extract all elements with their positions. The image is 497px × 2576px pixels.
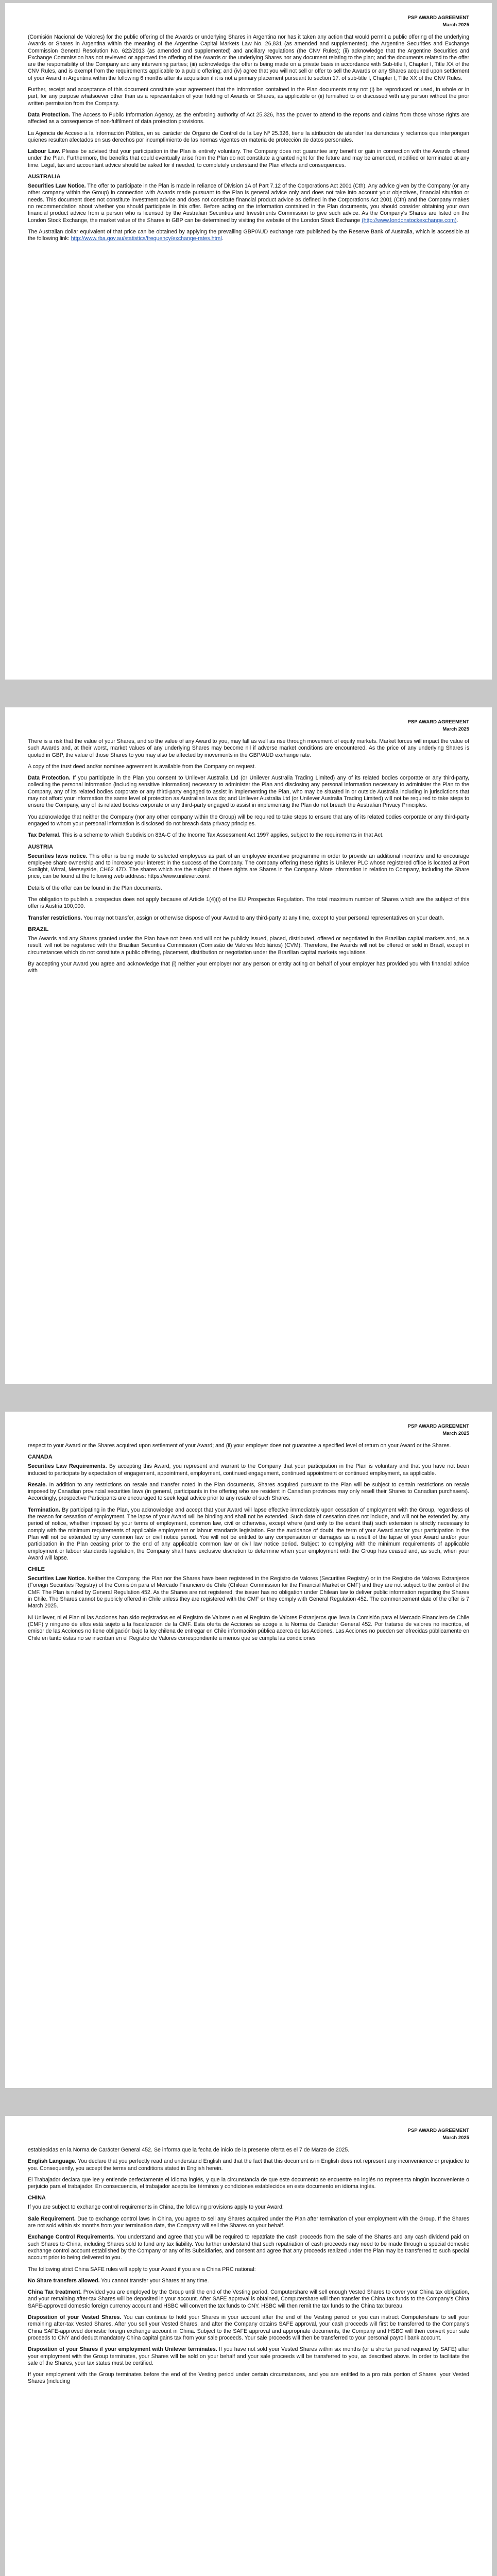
paragraph-text: You may not transfer, assign or otherwise dispose of your Award to any third-party at any time, except to your personal representatives on your death. xyxy=(82,914,444,921)
page-4 xyxy=(5,2116,492,2576)
paragraph xyxy=(28,87,469,107)
page-header xyxy=(28,1423,469,1437)
paragraph xyxy=(28,885,469,892)
paragraph xyxy=(28,2314,469,2342)
paragraph-text: Due to exchange control laws in China, you agree to sell any Shares acquired under the Plan after termination of your employment with the Group. If the Shares are not sold within six months from your termination date, the Company will sell the Shares on your behalf. xyxy=(28,2215,470,2229)
external-link[interactable]: http://www.rba.gov.au/statistics/frequency/exchange-rates.html xyxy=(71,235,222,242)
paragraph-lead: Data Protection. xyxy=(28,111,71,118)
paragraph-text: The following strict China SAFE rules will apply to your Award if you are a China PRC national: xyxy=(28,2266,256,2273)
page-2 xyxy=(5,707,492,1384)
header-date: March 2025 xyxy=(442,2135,469,2141)
paragraph-text: Neither the Company, the Plan nor the Shares have been registered in the Registro de Valores (Securities Registry) or in the Registro de Valores Extranjeros (Foreign Securities Registry) of the Comisión para el Mercado Financiero de Chile (Chilean Commission for the Financial Market or CMF) and they are not subject to the control of the CMF. The Plan is ruled by General Regulation 452. As the Shares are not registered, the issuer has no obligation under Chilean law to deliver public information regarding the Shares in Chile. The Shares cannot be publicly offered in Chile unless they are registered with the CMF or they comply with General Regulation 452. The commencement date of the offer is 7 March 2025. xyxy=(28,1575,469,1609)
paragraph-text: If you are subject to exchange control requirements in China, the following provisions apply to your Award: xyxy=(28,2204,284,2211)
paragraph xyxy=(28,764,469,770)
paragraph-lead: Termination. xyxy=(28,1506,60,1513)
paragraph-text: establecidas en la Norma de Carácter General 452. Se informa que la fecha de inicio de la presente oferta es el 7 de Marzo de 2025. xyxy=(28,2147,350,2153)
paragraph-text: The obligation to publish a prospectus does not apply because of Article 1(4)(i) of the EU Prospectus Regulation. The total maximum number of Shares which are the subject of this offer is Austria 100,000. xyxy=(28,896,469,910)
paragraph xyxy=(28,832,469,839)
paragraph-lead: English Language. xyxy=(28,2158,77,2165)
paragraph-text: In addition to any restrictions on resale and transfer noted in the Plan documents, Shares acquired pursuant to the Plan will be subject to certain restrictions on resale imposed by Canadian provincial securities laws (in general, participants in the offering who are resident in Canadian provinces may only resell their Shares to Canadian purchasers). Accordingly, prospective Participants are encouraged to seek legal advice prior to any resale of such Shares. xyxy=(28,1481,469,1502)
paragraph xyxy=(28,148,469,169)
section-heading: CANADA xyxy=(28,1454,53,1461)
paragraph-text: Further, receipt and acceptance of this document constitute your agreement that the information contained in the Plan documents may not (i) be reproduced or used, in whole or in part, for any purpose whatsoever other than as a representation of your holding of Awards or Shares, as applicable or (ii) furnished to or discussed with any person without the prior written permission from the Company. xyxy=(28,87,469,107)
section-heading: BRAZIL xyxy=(28,926,49,933)
paragraph xyxy=(28,130,469,144)
paragraph-lead: No Share transfers allowed. xyxy=(28,2277,100,2284)
paragraph-text: The Access to Public Information Agency, as the enforcing authority of Act 25.326, has the power to attend to the reports and claims from those whose rights are affected as a consequence of non-fulfilment of data protection provisions. xyxy=(28,111,469,125)
paragraph xyxy=(28,1443,469,1449)
paragraph-text: There is a risk that the value of your Shares, and so the value of any Award to you, may fall as well as rise through movement of equity markets. Market forces will impact the value of such Awards and, at their worst, market values of any underlying Shares may become nil if adverse market conditions are encountered. As the price of any underlying Shares is quoted in GBP, the value of those Shares to you may also be affected by movements in the GBP/AUD exchange rate. xyxy=(28,738,469,758)
paragraph xyxy=(28,1482,469,1502)
paragraph-text: If you have not sold your Vested Shares within six months (or a shorter period required by SAFE) after your employment with the Group terminates, your Shares will be sold on your behalf and your sale proceeds will be transferred to you, as described above. In order to facilitate the sale of the Shares, your tax status must be certified. xyxy=(28,2346,470,2366)
paragraph-text: Provided you are employed by the Group until the end of the Vesting period, Computershare will sell enough Vested Shares to cover your China tax obligation, and your remaining after-tax Shares will be deposited in your account. After SAFE approval is obtained, Computershare will then transfer the China tax funds to the Company's China SAFE-approved domestic foreign currency account and HSBC will convert the tax funds to CNY. HSBC will then remit the tax funds to the China tax bureau. xyxy=(28,2289,470,2309)
paragraph xyxy=(28,1463,469,1477)
paragraph-text: La Agencia de Acceso a la Información Pública, en su carácter de Órgano de Control de la Ley Nº 25.326, tiene la atribución de atender las denuncias y reclamos que interpongan quienes resulten afectados en sus derechos por incumplimiento de las normas vigentes en materia de protección de datos personales. xyxy=(28,130,469,143)
paragraph xyxy=(28,738,469,759)
paragraph xyxy=(28,775,469,809)
paragraph-lead: Resale. xyxy=(28,1481,47,1488)
section-heading: CHINA xyxy=(28,2195,46,2201)
paragraph-end: . xyxy=(456,217,458,224)
paragraph xyxy=(28,1575,469,1609)
paragraph-text: The Australian dollar equivalent of that price can be obtained by applying the prevailing GBP/AUD exchange rate published by the Reserve Bank of Australia, which is accessible at the following link: xyxy=(28,228,469,242)
paragraph-text: The offer to participate in the Plan is made in reliance of Division 1A of Part 7.12 of the Corporations Act 2001 (Cth). Any advice given by the Company (or any other company within the Group) in connection with Awards made pursuant to the Plan is general advice only and does not take into account your objectives, financial situation or needs. This document does not constitute investment advice and does not constitute financial product advice as defined in the Corporations Act 2001 (Cth) and the Company makes no recommendation about whether you should participate in this offer. Before acting on the information contained in the Plan documents, you should consider obtaining your own financial product advice from a person who is licensed by the Australian Securities and Investments Commission to give such advice. As the Company's Shares are listed on the London Stock Exchange, the market value of the Shares in GBP can be determined by visiting the website of the London Stock Exchange xyxy=(28,183,469,224)
paragraph-lead: Labour Law. xyxy=(28,148,60,155)
paragraph xyxy=(28,814,469,828)
external-link[interactable]: (http://www.londonstockexchange.com) xyxy=(362,217,457,224)
section-heading: AUSTRALIA xyxy=(28,174,61,180)
paragraph-text: You can continue to hold your Shares in your account after the end of the Vesting period or you can instruct Computershare to sell your remaining after-tax Vested Shares. After you sell your Vested Shares, and after the Company obtains SAFE approval, your cash proceeds will first be transferred to the Company's China SAFE-approved domestic foreign exchange account in China. Subject to the SAFE approval and appropriate documents, the Company and HSBC will then convert your sale proceeds to CNY and deduct mandatory China capital gains tax from your sale proceeds. Your sale proceeds will then be transferred to your personal payroll bank account. xyxy=(28,2314,469,2341)
page-header xyxy=(28,14,469,29)
paragraph-text: By accepting your Award you agree and acknowledge that (i) neither your employer nor any person or entity acting on behalf of your employer has provided you with financial advice with xyxy=(28,960,469,974)
page-1 xyxy=(5,3,492,680)
header-date: March 2025 xyxy=(442,726,469,732)
paragraph-end: . xyxy=(221,235,224,242)
paragraph-text: Ni Unilever, ni el Plan ni las Acciones han sido registrados en el Registro de Valores o en el Registro de Valores Extranjeros que lleva la Comisión para el Mercado Financiero de Chile (CMF) y ninguno de ellos está sujeto a la fiscalización de la CMF. Esta oferta de Acciones se acoge a la Norma de Carácter General 452. Por tratarse de valores no inscritos, el emisor de las Acciones no tiene obligación bajo la ley chilena de entregar en Chile información pública acerca de las Acciones. Las Acciones no pueden ser ofrecidas públicamente en Chile en tanto éstas no se inscriban en el Registro de Valores correspondiente a menos que se cumpla las condiciones xyxy=(28,1614,469,1641)
paragraph-lead: Securities Law Notice. xyxy=(28,183,86,190)
paragraph-text: (Comisión Nacional de Valores) for the public offering of the Awards or underlying Shares in Argentina nor has it taken any action that would permit a public offering of the underlying Awards or Shares in Argentina within the meaning of the Argentine Capital Markets Law No. 26,831 (as amended and supplemented), the Argentine Securities and Exchange Commission General Resolution No. 622/2013 (as amended and supplemented) and ancillary regulations (the CNV Rules); (ii) acknowledge that the Argentine Securities and Exchange Commission has not reviewed or approved the offering of the Awards or the underlying Shares nor any document relating to the plan; and the documents related to the offer are the responsibility of the Company and any intervening parties; (iii) acknowledge the offer is being made on a private basis in accordance with Sub-title I, Chapter I, Title XX of the CNV Rules, and is exempt from the requirements applicable to a public offering; and (iv) agree that you will not sell or offer to sell the Awards or any Shares acquired upon settlement of your Award in Argentina within the following 6 months after its acquisition if it is not a primary placement pursuant to section 17. of sub-title I, Chapter I, Title XX of the CNV Rules. xyxy=(28,34,469,81)
paragraph-lead: China Tax treatment. xyxy=(28,2289,82,2296)
paragraph xyxy=(28,961,469,975)
paragraph-text: This is a scheme to which Subdivision 83A-C of the Income Tax Assessment Act 1997 applies, subject to the requirements in that Act. xyxy=(60,832,384,839)
paragraph-text: The Awards and any Shares granted under the Plan have not been and will not be publicly issued, placed, distributed, offered or negotiated in the Brazilian capital markets and, as a result, will not be registered with the Brazilian Securities Commission (Comissão de Valores Mobiliários) (CVM). Therefore, the Awards will not be offered or sold in Brazil, except in circumstances which do not constitute a public offering, placement, distribution or negotiation under the Brazilian capital markets regulations. xyxy=(28,935,469,956)
paragraph-lead: Securities laws notice. xyxy=(28,853,88,859)
paragraph-lead: Securities Law Requirements. xyxy=(28,1463,107,1470)
paragraph xyxy=(28,853,469,880)
paragraph xyxy=(28,2147,469,2154)
page-3 xyxy=(5,1412,492,2088)
paragraph-text: El Trabajador declara que lee y entiende perfectamente el idioma inglés, y que la circunstancia de que este documento se encuentre en inglés no representa ningún inconveniente o perjuicio para el trabajador. En consecuencia, el trabajador acepta los términos y condiciones establecidos en este documento en idioma inglés. xyxy=(28,2176,469,2190)
paragraph xyxy=(28,2289,469,2310)
paragraph xyxy=(28,936,469,956)
header-title: PSP AWARD AGREEMENT xyxy=(407,719,469,725)
paragraph xyxy=(28,896,469,910)
section-heading: CHILE xyxy=(28,1566,45,1573)
paragraph xyxy=(28,2278,469,2284)
paragraph-text: Details of the offer can be found in the Plan documents. xyxy=(28,885,162,891)
header-title: PSP AWARD AGREEMENT xyxy=(407,1423,469,1429)
paragraph-text: By accepting this Award, you represent and warrant to the Company that your participation in the Plan is voluntary and that you have not been induced to participate by expectation of engagement, appointment, employment, continued engagement, continued appointment or continued employment, as applicable. xyxy=(28,1463,469,1477)
paragraph-lead: Transfer restrictions. xyxy=(28,914,82,921)
paragraph xyxy=(28,2346,469,2367)
paragraph xyxy=(28,1507,469,1562)
header-date: March 2025 xyxy=(442,22,469,28)
paragraph xyxy=(28,2158,469,2172)
paragraph xyxy=(28,2234,469,2261)
paragraph xyxy=(28,2204,469,2211)
paragraph-text: A copy of the trust deed and/or nominee agreement is available from the Company on request. xyxy=(28,763,256,770)
paragraph-text: You cannot transfer your Shares at any time. xyxy=(99,2277,209,2284)
paragraph-lead: Data Protection. xyxy=(28,775,71,782)
paragraph-text: If you participate in the Plan you consent to Unilever Australia Ltd (or Unilever Australia Trading Limited) any of its related bodies corporate or any third-party, collecting the personal information (including sensitive information) necessary to administer the Plan and disclosing any personal information necessary to administer the Plan to the Company, any of its related bodies corporate or any third-party engaged to assist in implementing the Plan, who may be situated in or outside Australia including in jurisdictions that may not afford your information the same level of protection as Australian laws do; and Unilever Australia Ltd (or Unilever Australia Trading Limited) will not be required to take steps to ensure the Company, any of its related bodies corporate or any third-party engaged to assist in implementing the Plan do not breach the Australian Privacy Principles. xyxy=(28,775,470,809)
paragraph xyxy=(28,112,469,126)
paragraph xyxy=(28,2266,469,2273)
page-header xyxy=(28,2127,469,2142)
paragraph xyxy=(28,1615,469,1642)
header-date: March 2025 xyxy=(442,1431,469,1436)
page-header xyxy=(28,719,469,733)
paragraph-lead: Sale Requirement. xyxy=(28,2215,76,2222)
paragraph-lead: Tax Deferral. xyxy=(28,832,61,839)
paragraph-lead: Securities Law Notice. xyxy=(28,1575,86,1582)
paragraph-text: respect to your Award or the Shares acquired upon settlement of your Award; and (ii) your employer does not guarantee a specified level of return on your Award or the Shares. xyxy=(28,1443,451,1449)
paragraph xyxy=(28,2177,469,2191)
paragraph xyxy=(28,2216,469,2230)
paragraph-lead: Exchange Control Requirements. xyxy=(28,2234,115,2241)
paragraph xyxy=(28,229,469,243)
header-title: PSP AWARD AGREEMENT xyxy=(407,2128,469,2133)
paragraph-text: You understand and agree that you will be required to repatriate the cash proceeds from the sale of the Shares and any cash dividend paid on such Shares to China, including Shares sold to fund any tax liability. You further understand that such repatriation of cash proceeds may need to be made through a special domestic exchange control account established by the Company or any of its Subsidiaries, and consent and agree that any proceeds realized under the Plan may be transferred to such special account prior to being delivered to you. xyxy=(28,2234,469,2261)
paragraph-text: This offer is being made to selected employees as part of an employee incentive programme in order to provide an additional incentive and to encourage employee share ownership and to increase your interest in the success of the Company. The company offering these rights is Unilever PLC whose registered office is located at Port Sunlight, Wirral, Merseyside, CH62 4ZD. The shares which are the subject of these rights are Shares in the Company. More information in relation to Company, including the Share price, can be found at the following web address: https://www.unilever.com/. xyxy=(28,853,469,880)
paragraph xyxy=(28,183,469,224)
paragraph-text: You declare that you perfectly read and understand English and that the fact that this document is in English does not represent any inconvenience or prejudice to you. Consequently, you accept the terms and conditions stated in English herein. xyxy=(28,2158,469,2172)
paragraph-lead: Disposition of your Vested Shares. xyxy=(28,2314,122,2321)
paragraph xyxy=(28,2371,469,2385)
section-heading: AUSTRIA xyxy=(28,843,53,850)
paragraph-text: By participating in the Plan, you acknowledge and accept that your Award will lapse effective immediately upon cessation of employment with the Group, regardless of the reason for cessation of employment. The lapse of your Award will be binding and shall not be extended. Such date of cessation does not include, and will not be extended by, any period of notice, whether imposed by your terms of employment, common law, civil or otherwise, except where (and only to the extent that) such extension is strictly necessary to comply with the minimum requirements of applicable employment or labour standards legislation. For the avoidance of doubt, the term of your Award and/or your participation in the Plan will not be extended by any common law or civil notice period. You will not be entitled to any compensation or damages as a result of the lapse of your Award and/or your participation in the Plan ceasing prior to the end of any applicable common law or civil law notice period. Subject to complying with the minimum requirements of applicable employment or labour standards legislation, the Company shall have exclusive discretion to determine when your employment with the Group has ceased and, as such, when your Award will lapse. xyxy=(28,1506,469,1561)
paragraph xyxy=(28,34,469,82)
header-title: PSP AWARD AGREEMENT xyxy=(407,15,469,21)
paragraph-text: If your employment with the Group terminates before the end of the Vesting period under certain circumstances, and you are entitled to a pro rata portion of Shares, your Vested Shares (including xyxy=(28,2371,469,2385)
paragraph-lead: Disposition of your Shares if your employment with Unilever terminates. xyxy=(28,2346,217,2353)
paragraph xyxy=(28,915,469,922)
paragraph-text: You acknowledge that neither the Company (nor any other company within the Group) will be required to take steps to ensure that any of its related bodies corporate or any third-party engaged to whom your personal information is disclosed do not breach data privacy principles. xyxy=(28,814,469,827)
paragraph-text: Please be advised that your participation in the Plan is entirely voluntary. The Company does not guarantee any benefit or gain in connection with the Awards offered under the Plan. Furthermore, the benefits that could eventually arise from the Plan do not constitute a granted right for the future and may be amended, modified or terminated at any time. Legal, tax and accountant advice should be asked for if needed, to completely understand the Plan effects and consequences. xyxy=(28,148,470,168)
